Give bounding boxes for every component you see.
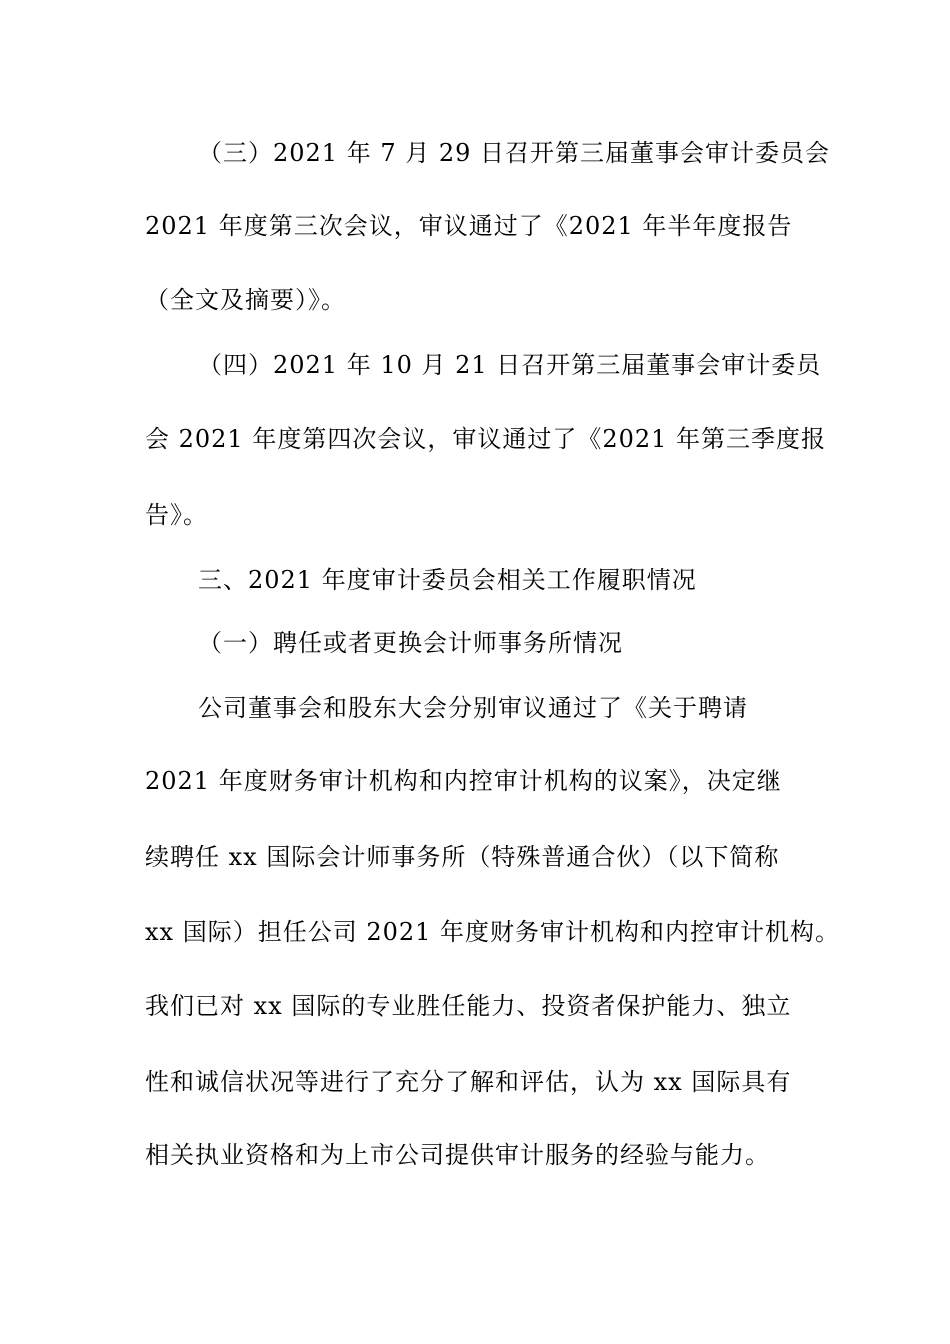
section-heading: 三、2021 年度审计委员会相关工作履职情况: [198, 566, 697, 594]
subsection-heading: （一）聘任或者更换会计师事务所情况: [198, 629, 623, 657]
paragraph-line: 2021 年度财务审计机构和内控审计机构的议案》，决定继: [145, 767, 782, 795]
paragraph-line: 续聘任 xx 国际会计师事务所（特殊普通合伙）（以下简称: [145, 843, 780, 871]
paragraph-line: 公司董事会和股东大会分别审议通过了《关于聘请: [198, 694, 748, 722]
paragraph-line: 性和诚信状况等进行了充分了解和评估，认为 xx 国际具有: [145, 1068, 792, 1096]
paragraph-line: 2021 年度第三次会议，审议通过了《2021 年半年度报告: [145, 212, 793, 240]
paragraph-line: 相关执业资格和为上市公司提供审计服务的经验与能力。: [145, 1141, 770, 1169]
paragraph-line: 会 2021 年度第四次会议，审议通过了《2021 年第三季度报: [145, 425, 827, 453]
paragraph-line: （全文及摘要）》。: [145, 286, 346, 314]
paragraph-line: xx 国际）担任公司 2021 年度财务审计机构和内控审计机构。: [145, 918, 841, 946]
paragraph-line: 告》。: [145, 501, 208, 529]
paragraph-line: （三）2021 年 7 月 29 日召开第三届董事会审计委员会: [198, 139, 831, 167]
paragraph-line: 我们已对 xx 国际的专业胜任能力、投资者保护能力、独立: [145, 992, 792, 1020]
paragraph-line: （四）2021 年 10 月 21 日召开第三届董事会审计委员: [198, 351, 822, 379]
